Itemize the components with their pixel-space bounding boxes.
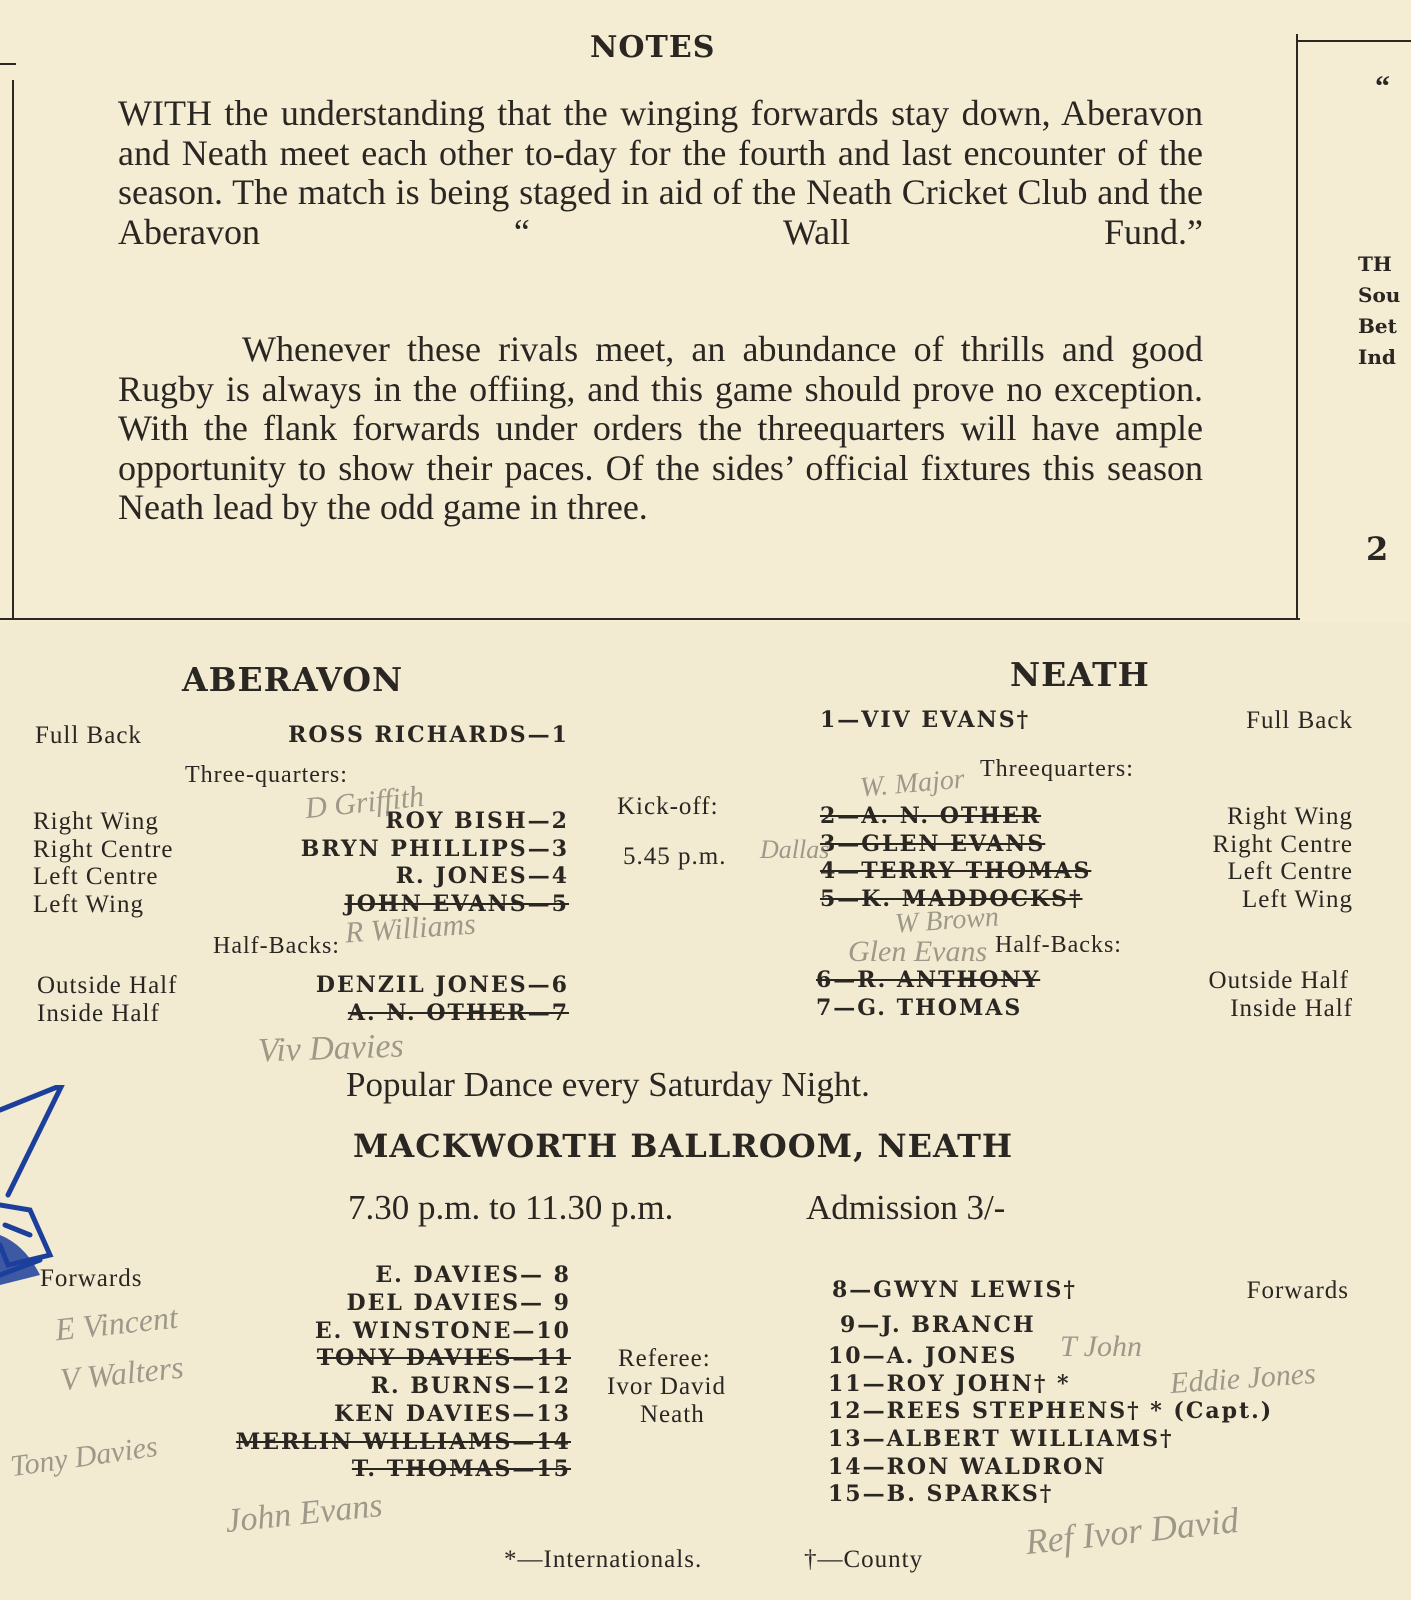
page-number: 2 [1366,530,1389,568]
referee-name: Ivor David [607,1373,726,1400]
aberavon-pos-right-centre: Right Centre [33,836,174,863]
rule-left-tick [0,63,16,65]
kickoff-label: Kick-off: [617,793,719,820]
advert-hours: 7.30 p.m. to 11.30 p.m. [348,1188,674,1227]
neath-player-5: 5—K. MADDOCKS† [820,886,1083,912]
advert-ballroom-name: MACKWORTH BALLROOM, NEATH [353,1127,1014,1165]
aberavon-player-5: JOHN EVANS—5 [344,891,569,917]
referee-label: Referee: [618,1345,711,1372]
neath-player-12: 12—REES STEPHENS† * (Capt.) [828,1398,1274,1424]
aberavon-player-7: A. N. OTHER—7 [347,1000,569,1026]
aberavon-forwards-label: Forwards [40,1265,143,1292]
advert-admission: Admission 3/- [806,1188,1006,1227]
handwriting-forward-1: E Vincent [53,1298,180,1348]
neath-player-11: 11—ROY JOHN† * [828,1371,1071,1397]
aberavon-pos-outside-half: Outside Half [37,972,178,999]
neath-pos-inside-half: Inside Half [1230,995,1353,1022]
blue-ink-scribble-icon [0,1085,90,1295]
neath-player-15: 15—B. SPARKS† [828,1481,1054,1507]
neath-player-4: 4—TERRY THOMAS [820,858,1092,884]
handwriting-neath-6: Glen Evans [848,935,988,968]
handwriting-neath-10: T John [1060,1330,1142,1363]
aberavon-player-15: T. THOMAS—15 [351,1456,571,1482]
aberavon-player-2: ROY BISH—2 [385,808,569,834]
neath-player-2: 2—A. N. OTHER [820,803,1042,829]
aberavon-player-9: DEL DAVIES— 9 [346,1290,571,1316]
neath-pos-right-centre: Right Centre [1212,831,1353,858]
aberavon-threequarters-label: Three-quarters: [185,762,348,788]
neath-player-7: 7—G. THOMAS [816,995,1023,1021]
neath-threequarters-label: Threequarters: [980,756,1134,782]
advert-line-1: Popular Dance every Saturday Night. [346,1065,870,1104]
handwriting-aberavon-7: Viv Davies [257,1027,405,1070]
handwriting-neath-3: Dallas [760,835,830,864]
aberavon-pos-inside-half: Inside Half [37,1000,160,1027]
aberavon-player-10: E. WINSTONE—10 [314,1318,571,1344]
rule-right-vertical [1296,34,1298,618]
notes-paragraph-1: WITH the understanding that the winging forwards stay down, Aberavon and Neath meet each other to-day for the fourth and last encounter of the season. The match is being staged in aid of the Neath Cricket Club and the Aberavon “ Wall Fund.” [118,93,1203,252]
aberavon-halfbacks-label: Half-Backs: [213,933,340,959]
neath-fullback: 1—VIV EVANS† [820,707,1031,733]
handwriting-aberavon-5: R Williams [343,907,477,950]
handwriting-neath-5: W Brown [894,901,1000,940]
aberavon-player-13: KEN DAVIES—13 [334,1401,571,1427]
neath-title: NEATH [1010,655,1150,694]
neath-fullback-label: Full Back [1246,707,1353,734]
neath-forwards-label: Forwards [1246,1277,1349,1304]
aberavon-title: ABERAVON [182,660,404,699]
handwriting-aberavon-2: D Griffith [303,779,426,826]
neath-pos-right-wing: Right Wing [1227,803,1353,830]
neath-halfbacks-label: Half-Backs: [995,932,1122,958]
neath-player-9: 9—J. BRANCH [840,1312,1036,1338]
rule-left-vertical [12,80,14,620]
handwriting-referee: Ref Ivor David [1023,1499,1241,1563]
neath-player-6: 6—R. ANTHONY [816,967,1041,993]
aberavon-fullback-label: Full Back [35,722,142,749]
neath-player-10: 10—A. JONES [828,1343,1018,1369]
neath-player-13: 13—ALBERT WILLIAMS† [828,1426,1174,1452]
side-fragment-4: Ind [1358,345,1396,369]
neath-player-8: 8—GWYN LEWIS† [832,1277,1077,1303]
legend-county: †—County [804,1546,924,1573]
aberavon-player-12: R. BURNS—12 [370,1373,571,1399]
handwriting-neath-2: W. Major [858,763,966,804]
side-fragment-quote: “ [1375,70,1390,103]
aberavon-fullback: ROSS RICHARDS—1 [288,722,569,748]
side-fragment-2: Sou [1358,283,1401,307]
handwriting-neath-11: Eddie Jones [1168,1356,1317,1401]
aberavon-pos-right-wing: Right Wing [33,808,159,835]
side-fragment-1: TH [1358,252,1392,276]
handwriting-forward-2: V Walters [58,1348,186,1398]
aberavon-player-4: R. JONES—4 [395,863,569,889]
notes-title: NOTES [590,30,716,65]
notes-paragraph-2: Whenever these rivals meet, an abundance of thrills and good Rugby is always in the offiing, and this game should prove no exception. With the flank forwards under orders the threequarters will have ample opportunity to show their paces. Of the sides’ official fixtures this season Neath lead by the odd game in three. [118,329,1203,528]
neath-pos-left-wing: Left Wing [1242,886,1353,913]
neath-player-3: 3—GLEN EVANS [820,831,1046,857]
kickoff-time: 5.45 p.m. [623,843,727,870]
aberavon-pos-left-wing: Left Wing [33,891,144,918]
referee-club: Neath [640,1401,705,1428]
aberavon-player-8: E. DAVIES— 8 [375,1262,571,1288]
aberavon-pos-left-centre: Left Centre [33,863,159,890]
aberavon-player-3: BRYN PHILLIPS—3 [300,836,569,862]
aberavon-player-11: TONY DAVIES—11 [316,1345,571,1371]
neath-pos-outside-half: Outside Half [1208,967,1349,994]
handwriting-forward-3: Tony Davies [8,1429,160,1484]
aberavon-player-14: MERLIN WILLIAMS—14 [235,1429,571,1455]
rule-right-top [1296,40,1411,42]
side-fragment-3: Bet [1358,314,1397,338]
handwriting-forward-4: John Evans [223,1486,385,1541]
neath-player-14: 14—RON WALDRON [828,1454,1107,1480]
rule-bottom [0,618,1300,620]
aberavon-player-6: DENZIL JONES—6 [315,972,569,998]
neath-pos-left-centre: Left Centre [1227,858,1353,885]
legend-internationals: *—Internationals. [504,1546,703,1573]
